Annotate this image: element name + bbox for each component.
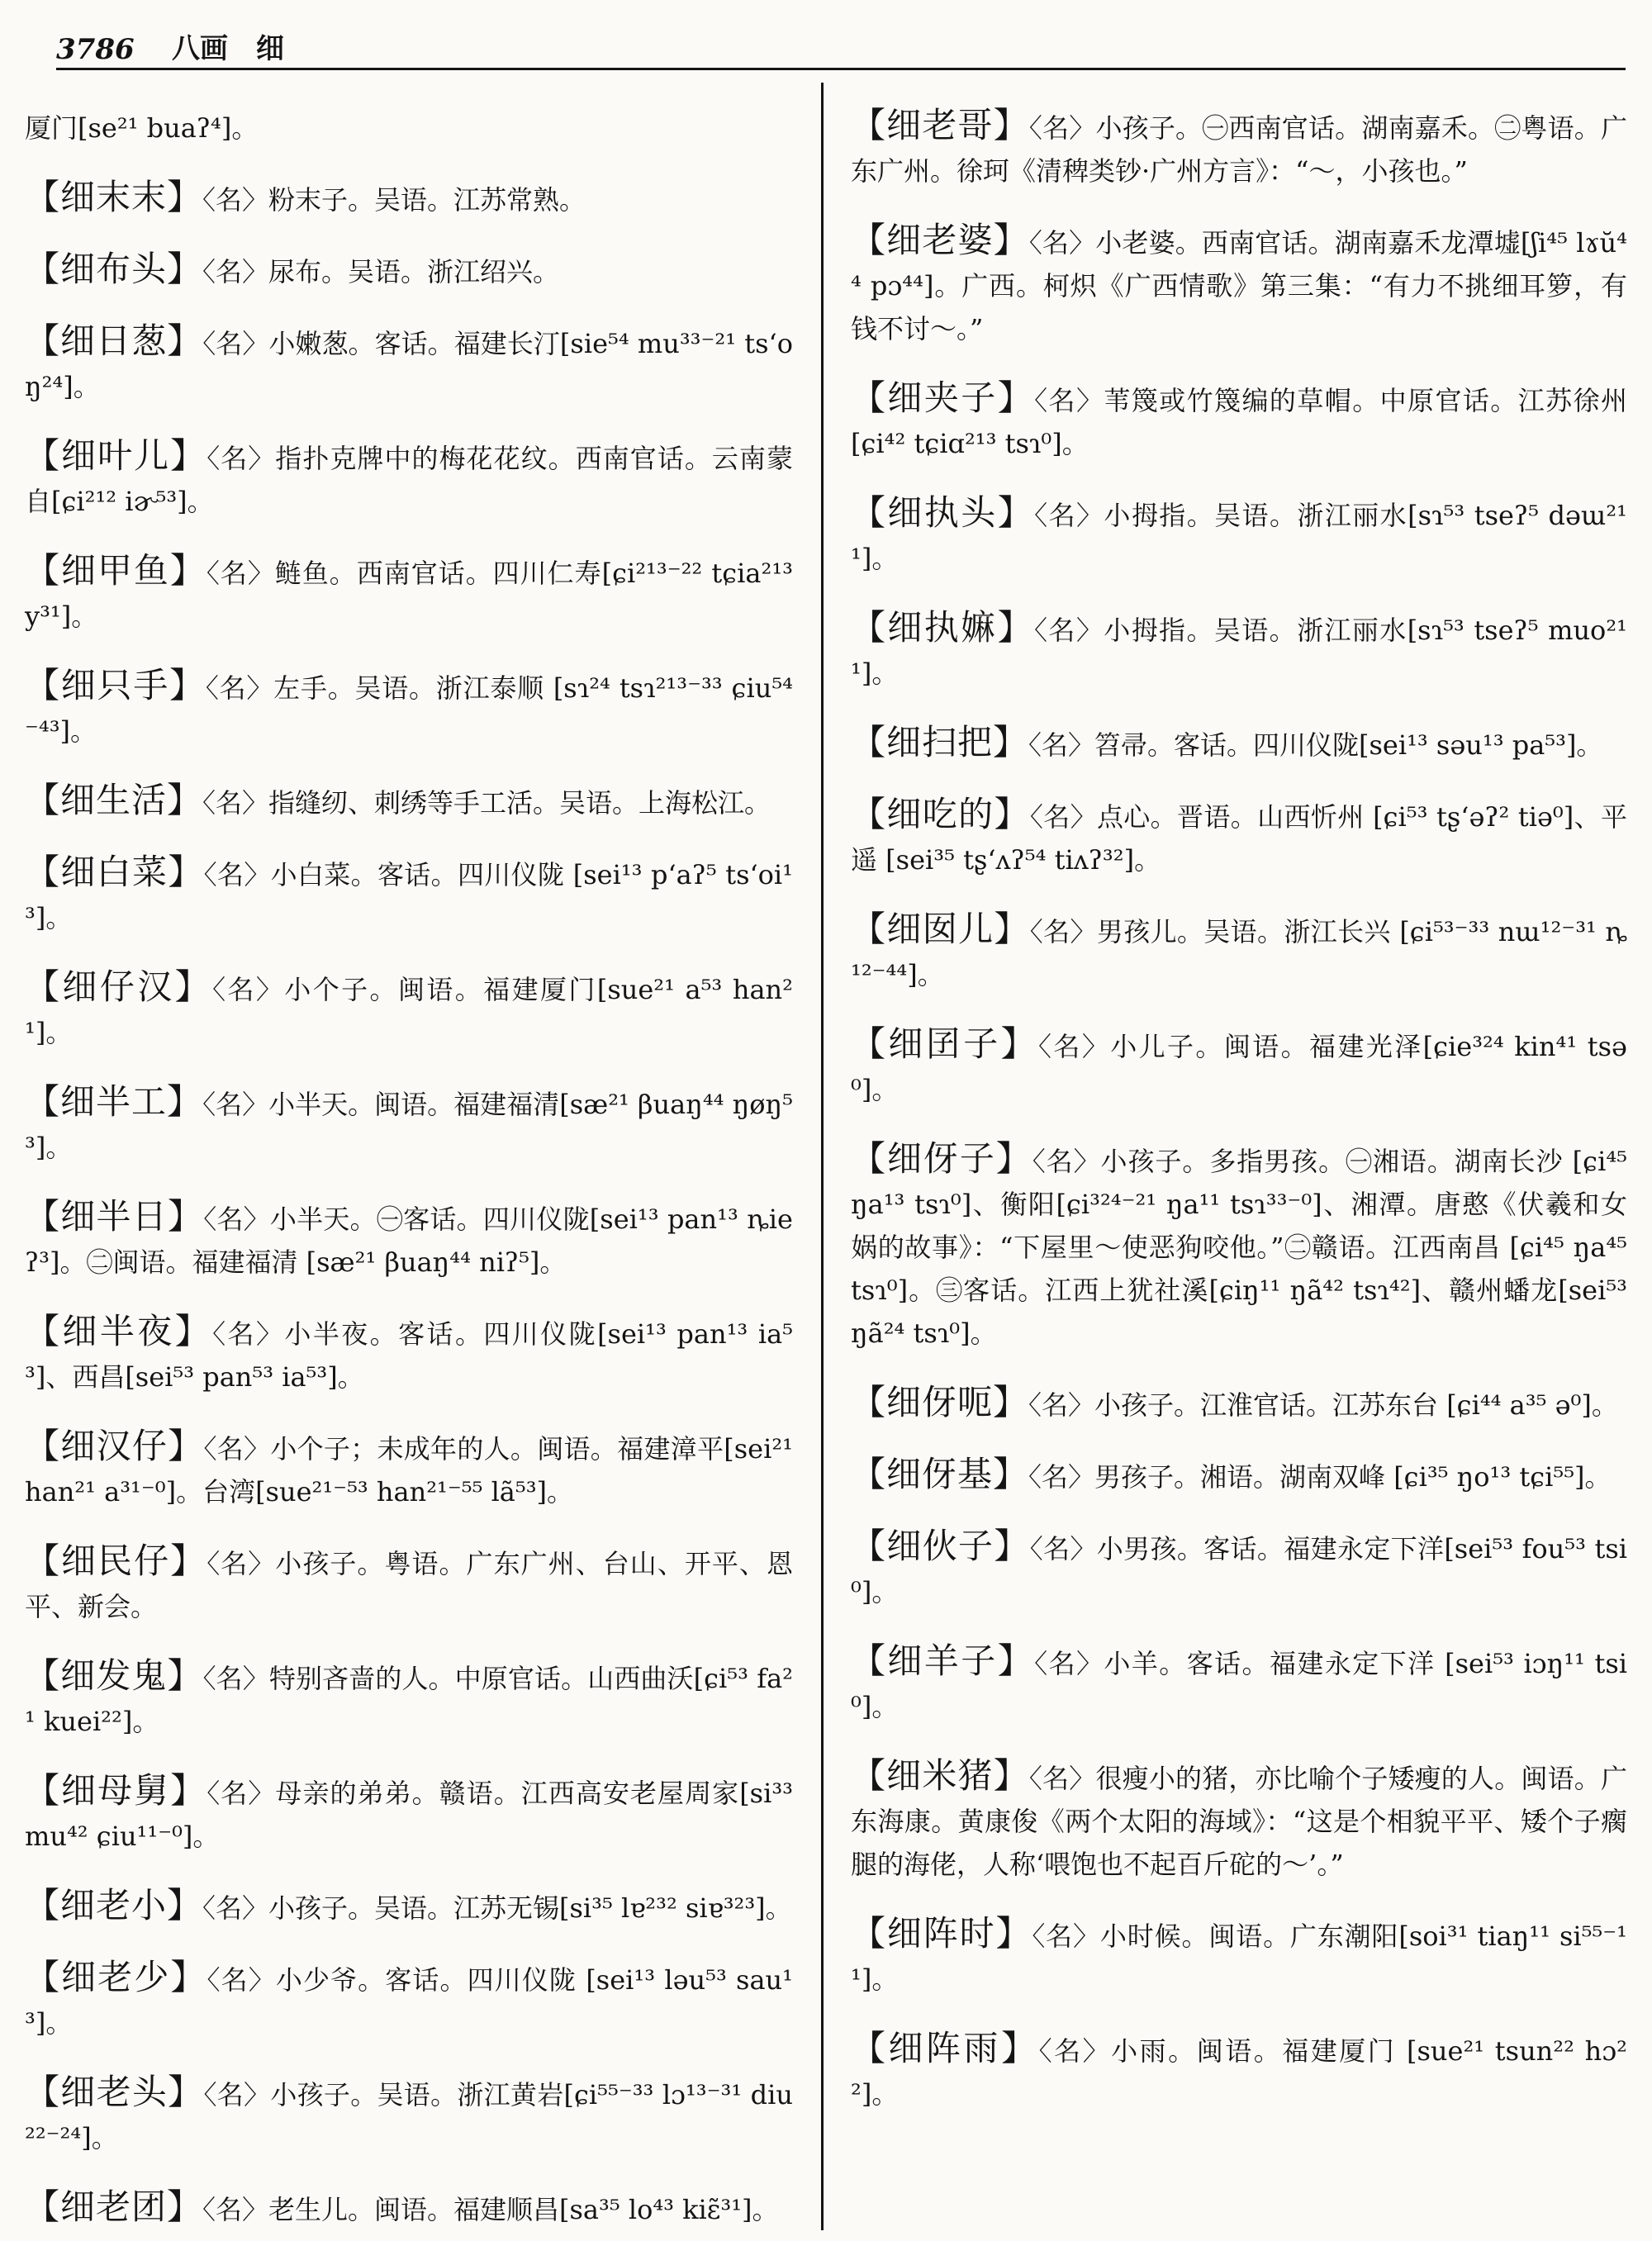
- entry-definition: 〈名〉小孩子。㊀西南官话。湖南嘉禾。㊁粤语。广东广州。徐珂《清稗类钞·广州方言》：“～，小孩也。”: [851, 112, 1627, 187]
- dictionary-entry: [851, 1023, 1627, 1111]
- dictionary-entry: [25, 2071, 793, 2159]
- dictionary-entry: [25, 664, 793, 753]
- entry-definition: 〈名〉尿布。吴语。浙江绍兴。: [202, 256, 560, 287]
- dictionary-entry: [851, 2027, 1627, 2115]
- entry-headword: 【细日葱】: [25, 320, 203, 361]
- entry-headword: 【细执嫲】: [851, 607, 1035, 648]
- entry-definition: 〈名〉粉末子。吴语。江苏常熟。: [202, 184, 586, 216]
- dictionary-entry: [25, 1655, 793, 1743]
- entry-headword: 【细囝子】: [851, 1023, 1039, 1064]
- entry-headword: 【细末末】: [25, 177, 203, 217]
- dictionary-entry: [25, 434, 793, 523]
- entry-headword: 【细阵时】: [851, 1913, 1032, 1954]
- entry-headword: 【细执头】: [851, 492, 1035, 533]
- right-column: [851, 78, 1627, 2125]
- entry-definition: 〈名〉指扑克牌中的梅花花纹。西南官话。云南蒙自[ɕi²¹² iɚ⁵³]。: [25, 443, 793, 517]
- dictionary-entry: [25, 1310, 793, 1398]
- dictionary-entry: [851, 1381, 1627, 1427]
- entry-definition: 〈名〉小羊。客话。福建永定下洋 [sei⁵³ iɔŋ¹¹ tsi⁰]。: [851, 1648, 1627, 1722]
- entry-headword: 【细夹子】: [851, 377, 1035, 418]
- entry-headword: 【细老婆】: [851, 220, 1029, 260]
- dictionary-entry: [25, 1956, 793, 2044]
- left-column: [25, 78, 793, 2241]
- entry-headword: 【细母舅】: [25, 1770, 207, 1811]
- entry-headword: 【细白菜】: [25, 852, 204, 892]
- entry-headword: 【细扫把】: [851, 722, 1029, 762]
- entry-definition: 〈名〉小孩子。吴语。浙江黄岩[ɕi⁵⁵⁻³³ lɔ¹³⁻³¹ diu²²⁻²⁴]。: [25, 2079, 793, 2153]
- entry-definition: 〈名〉笤帚。客话。四川仪陇[sei¹³ səu¹³ pa⁵³]。: [1028, 729, 1603, 761]
- entry-headword: 【细只手】: [25, 665, 206, 705]
- entry-definition: 〈名〉左手。吴语。浙江泰顺 [sɿ²⁴ tsɿ²¹³⁻³³ ɕiu⁵⁴⁻⁴³]。: [25, 672, 793, 747]
- dictionary-entry: [851, 1640, 1627, 1728]
- page-header: [56, 15, 1626, 66]
- entry-headword: 【细民仔】: [25, 1541, 207, 1581]
- entry-headword: 【细伢子】: [851, 1138, 1032, 1179]
- entry-headword: 【细老小】: [25, 1885, 203, 1925]
- entry-headword: 【细老少】: [25, 1957, 207, 1997]
- entry-definition: 〈名〉小雨。闽语。福建厦门 [sue²¹ tsun²² hɔ²²]。: [851, 2035, 1627, 2110]
- entry-definition: 〈名〉老生儿。闽语。福建顺昌[sa³⁵ lo⁴³ kiɛ̃³¹]。: [202, 2194, 779, 2225]
- entry-headword: 【细老头】: [25, 2072, 204, 2112]
- dictionary-entry: [25, 549, 793, 638]
- entry-definition: 〈名〉苇篾或竹篾编的草帽。中原官话。江苏徐州 [ɕi⁴² tɕiɑ²¹³ tsɿ⁰]。: [851, 385, 1627, 459]
- dictionary-entry: [851, 219, 1627, 350]
- page-number: 3786: [56, 33, 135, 66]
- dictionary-entry: [25, 1769, 793, 1858]
- entry-headword: 【细半日】: [25, 1196, 204, 1237]
- entry-definition: 〈名〉小个子；未成年的人。闽语。福建漳平[sei²¹ han²¹ a³¹⁻⁰]。台湾[sue²¹⁻⁵³ han²¹⁻⁵⁵ lã⁵³]。: [25, 1433, 793, 1507]
- entry-definition: 〈名〉小孩子。吴语。江苏无锡[si³⁵ lɐ²³² siɐ³²³]。: [202, 1892, 792, 1924]
- entry-definition: 厦门[se²¹ buaʔ⁴]。: [25, 112, 259, 144]
- dictionary-entry: [851, 1453, 1627, 1498]
- dictionary-entry: [851, 793, 1627, 881]
- entry-headword: 【细仔汉】: [25, 966, 213, 1007]
- entry-definition: 〈名〉小老婆。西南官话。湖南嘉禾龙潭墟[ʃi⁴⁵ lɤŭ⁴⁴ pɔ⁴⁴]。广西。柯炽《广西情歌》第三集：“有力不挑细耳箩，有钱不讨～。”: [851, 227, 1627, 344]
- entry-definition: 〈名〉小半天。㊀客话。四川仪陇[sei¹³ pan¹³ ȵieʔ³]。㊁闽语。福建福清 [sæ²¹ βuaŋ⁴⁴ niʔ⁵]。: [25, 1204, 793, 1278]
- entry-definition: 〈名〉指缝纫、刺绣等手工活。吴语。上海松江。: [202, 787, 771, 819]
- dictionary-entry: [851, 1525, 1627, 1613]
- dictionary-entry: [851, 491, 1627, 580]
- entry-headword: 【细布头】: [25, 249, 203, 289]
- entry-headword: 【细吃的】: [851, 794, 1030, 834]
- entry-headword: 【细半夜】: [25, 1311, 213, 1351]
- dictionary-entry: [25, 1540, 793, 1628]
- entry-headword: 【细老哥】: [851, 105, 1029, 145]
- entry-headword: 【细伙子】: [851, 1526, 1030, 1566]
- entry-headword: 【细阵雨】: [851, 2028, 1039, 2068]
- entry-headword: 【细叶儿】: [25, 435, 207, 476]
- entry-headword: 【细伢基】: [851, 1454, 1029, 1494]
- entry-definition: 〈名〉小白菜。客话。四川仪陇 [sei¹³ p‘aʔ⁵ ts‘oi¹³]。: [25, 859, 793, 933]
- section-title: 八画: [172, 32, 228, 65]
- entry-definition: 〈名〉小少爷。客话。四川仪陇 [sei¹³ ləu⁵³ sau¹³]。: [25, 1964, 793, 2039]
- entry-definition: 〈名〉小儿子。闽语。福建光泽[ɕie³²⁴ kin⁴¹ tsə⁰]。: [851, 1031, 1627, 1105]
- entry-definition: 〈名〉小男孩。客话。福建永定下洋[sei⁵³ fou⁵³ tsi⁰]。: [851, 1533, 1627, 1607]
- entry-headword: 【细米猪】: [851, 1755, 1029, 1796]
- entry-definition: 〈名〉小孩子。粤语。广东广州、台山、开平、恩平、新会。: [25, 1548, 793, 1622]
- header-rule: [56, 68, 1626, 70]
- dictionary-entry: [25, 104, 793, 150]
- entry-definition: 〈名〉小嫩葱。客话。福建长汀[sie⁵⁴ mu³³⁻²¹ ts‘oŋ²⁴]。: [25, 328, 793, 402]
- dictionary-entry: [25, 248, 793, 293]
- entry-headword: 【细发鬼】: [25, 1655, 203, 1696]
- dictionary-entry: [851, 908, 1627, 996]
- dictionary-entry: [25, 1884, 793, 1930]
- dictionary-entry: [851, 1137, 1627, 1355]
- entry-definition: 〈名〉小孩子。多指男孩。㊀湘语。湖南长沙 [ɕi⁴⁵ ŋa¹³ tsɿ⁰]、衡阳[ɕi³²⁴⁻²¹ ŋa¹¹ tsɿ³³⁻⁰]、湘潭。唐憨《伏羲和女娲的故事》：“下屋里～使恶狗咬他。”㊁赣语。江西南昌 [ɕi⁴⁵ ŋa⁴⁵ tsɿ⁰]。㊂客话。江西上犹社溪[ɕiŋ¹¹ ŋã⁴² tsɿ⁴²]、赣州蟠龙[sei⁵³ ŋã²⁴ tsɿ⁰]。: [851, 1146, 1627, 1349]
- entry-headword: 【细生活】: [25, 780, 203, 820]
- entry-headword: 【细伢呃】: [851, 1382, 1029, 1422]
- dictionary-entry: [25, 176, 793, 221]
- entry-headword: 【细汉仔】: [25, 1426, 204, 1466]
- dictionary-entry: [851, 377, 1627, 465]
- entry-definition: 〈名〉很瘦小的猪，亦比喻个子矮瘦的人。闽语。广东海康。黄康俊《两个太阳的海域》：“这是个相貌平平、矮个子瘸腿的海佬，人称‘喂饱也不起百斤砣的～’。”: [851, 1763, 1627, 1880]
- entry-definition: 〈名〉小半夜。客话。四川仪陇[sei¹³ pan¹³ ia⁵³]、西昌[sei⁵³ pan⁵³ ia⁵³]。: [25, 1318, 793, 1393]
- dictionary-entry: [851, 1912, 1627, 2001]
- dictionary-entry: [25, 2186, 793, 2231]
- entry-headword: 【细甲鱼】: [25, 550, 206, 591]
- head-character: 细: [256, 32, 284, 65]
- entry-definition: 〈名〉小个子。闽语。福建厦门[sue²¹ a⁵³ han²¹]。: [25, 974, 793, 1048]
- dictionary-entry: [25, 966, 793, 1054]
- entry-definition: 〈名〉男孩子。湘语。湖南双峰 [ɕi³⁵ ŋo¹³ tɕi⁵⁵]。: [1028, 1461, 1612, 1493]
- dictionary-entry: [25, 320, 793, 408]
- dictionary-entry: [851, 721, 1627, 767]
- dictionary-entry: [25, 851, 793, 939]
- dictionary-entry: [851, 104, 1627, 192]
- dictionary-entry: [25, 1195, 793, 1284]
- entry-definition: 〈名〉小时候。闽语。广东潮阳[soi³¹ tiaŋ¹¹ si⁵⁵⁻¹¹]。: [851, 1921, 1627, 1995]
- dictionary-entry: [25, 1080, 793, 1169]
- entry-definition: 〈名〉小半天。闽语。福建福清[sæ²¹ βuaŋ⁴⁴ ŋøŋ⁵³]。: [25, 1089, 793, 1163]
- entry-definition: 〈名〉小拇指。吴语。浙江丽水[sɿ⁵³ tseʔ⁵ muo²¹¹]。: [851, 615, 1627, 689]
- column-divider: [821, 83, 824, 2230]
- dictionary-entry: [851, 1754, 1627, 1886]
- entry-definition: 〈名〉点心。晋语。山西忻州 [ɕi⁵³ tʂ‘əʔ² tiə⁰]、平遥 [sei³⁵ tʂ‘ʌʔ⁵⁴ tiʌʔ³²]。: [851, 801, 1627, 876]
- entry-headword: 【细半工】: [25, 1081, 203, 1122]
- entry-headword: 【细囡儿】: [851, 909, 1030, 949]
- entry-definition: 〈名〉特别吝啬的人。中原官话。山西曲沃[ɕi⁵³ fa²¹ kuei²²]。: [25, 1663, 793, 1737]
- entry-headword: 【细老团】: [25, 2186, 203, 2227]
- dictionary-entry: [25, 1425, 793, 1513]
- entry-definition: 〈名〉鲢鱼。西南官话。四川仁寿[ɕi²¹³⁻²² tɕia²¹³ y³¹]。: [25, 558, 793, 632]
- dictionary-entry: [25, 779, 793, 824]
- entry-definition: 〈名〉小拇指。吴语。浙江丽水[sɿ⁵³ tseʔ⁵ dəɯ²¹¹]。: [851, 500, 1627, 574]
- entry-definition: 〈名〉男孩儿。吴语。浙江长兴 [ɕi⁵³⁻³³ nɯ¹²⁻³¹ ȵ¹²⁻⁴⁴]。: [851, 916, 1627, 990]
- entry-headword: 【细羊子】: [851, 1640, 1035, 1681]
- entry-definition: 〈名〉小孩子。江淮官话。江苏东台 [ɕi⁴⁴ a³⁵ ə⁰]。: [1028, 1389, 1618, 1421]
- entry-definition: 〈名〉母亲的弟弟。赣语。江西高安老屋周家[si³³ mu⁴² ɕiu¹¹⁻⁰]。: [25, 1778, 793, 1852]
- dictionary-entry: [851, 606, 1627, 695]
